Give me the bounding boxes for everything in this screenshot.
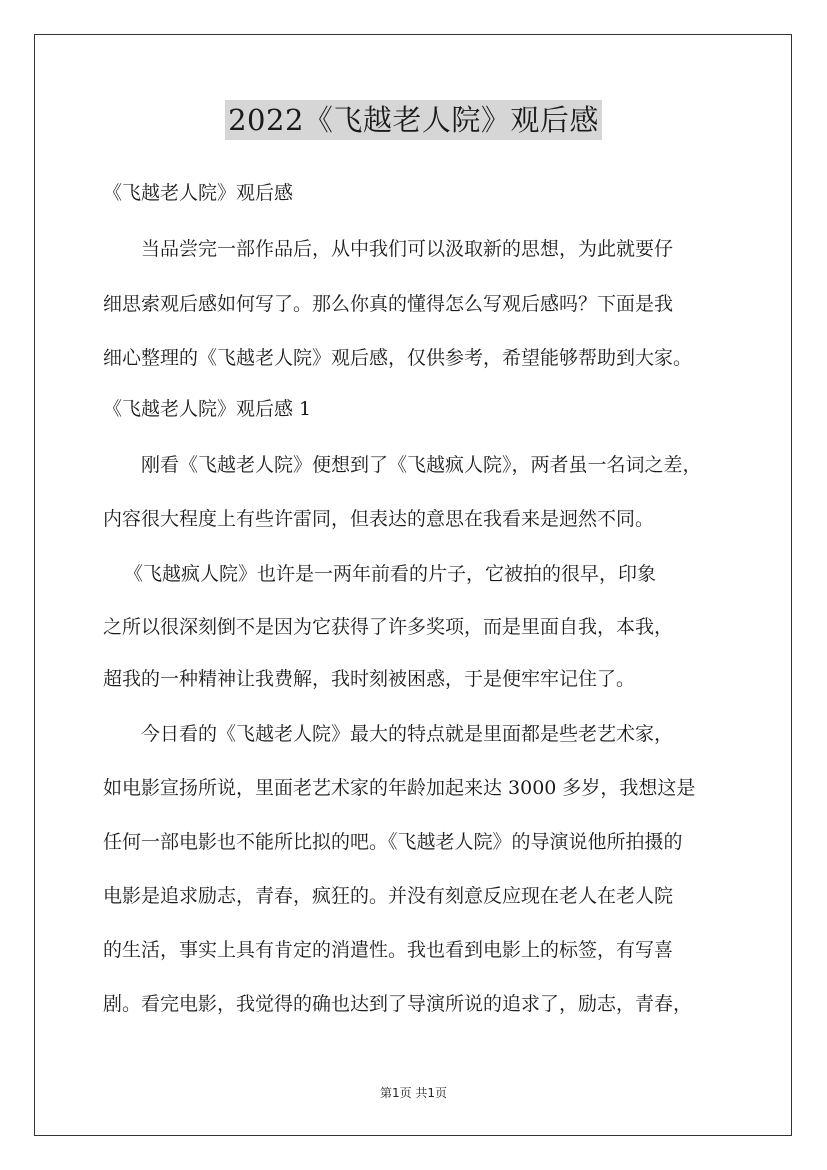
paragraph-line: 的生活，事实上具有肯定的消遣性。我也看到电影上的标签，有写喜 xyxy=(103,939,674,961)
paragraph-line: 刚看《飞越老人院》便想到了《飞越疯人院》，两者虽一名词之差， xyxy=(141,454,702,476)
title-wrap xyxy=(0,100,827,140)
paragraph-line: 细思索观后感如何写了。那么你真的懂得怎么写观后感吗？下面是我 xyxy=(103,293,674,315)
heading-line: 《飞越老人院》观后感 1 xyxy=(103,398,312,420)
paragraph-line: 当品尝完一部作品后，从中我们可以汲取新的思想，为此就要仔 xyxy=(141,238,674,260)
paragraph-line: 任何一部电影也不能所比拟的吧。《飞越老人院》的导演说他所拍摄的 xyxy=(103,831,683,853)
paragraph-line: 电影是追求励志，青春，疯狂的。并没有刻意反应现在老人在老人院 xyxy=(103,885,674,907)
paragraph-line: 如电影宣扬所说，里面老艺术家的年龄加起来达 3000 多岁，我想这是 xyxy=(103,777,696,799)
paragraph-line: 剧。看完电影，我觉得的确也达到了导演所说的追求了，励志，青春， xyxy=(103,993,693,1015)
paragraph-line: 细心整理的《飞越老人院》观后感，仅供参考，希望能够帮助到大家。 xyxy=(103,347,693,369)
paragraph-line: 超我的一种精神让我费解，我时刻被困惑，于是便牢牢记住了。 xyxy=(103,668,636,690)
page-footer: 第1页 共1页 xyxy=(379,1086,448,1100)
paragraph-line: 今日看的《飞越老人院》最大的特点就是里面都是些老艺术家， xyxy=(141,723,674,745)
paragraph-line: 之所以很深刻倒不是因为它获得了许多奖项，而是里面自我，本我， xyxy=(103,616,674,638)
paragraph-line: 《飞越疯人院》也许是一两年前看的片子，它被拍的很早，印象 xyxy=(124,563,657,585)
heading-line: 《飞越老人院》观后感 xyxy=(103,182,294,204)
paragraph-line: 内容很大程度上有些许雷同，但表达的意思在我看来是迥然不同。 xyxy=(103,508,655,530)
document-title: 2022《飞越老人院》观后感 xyxy=(225,100,602,140)
